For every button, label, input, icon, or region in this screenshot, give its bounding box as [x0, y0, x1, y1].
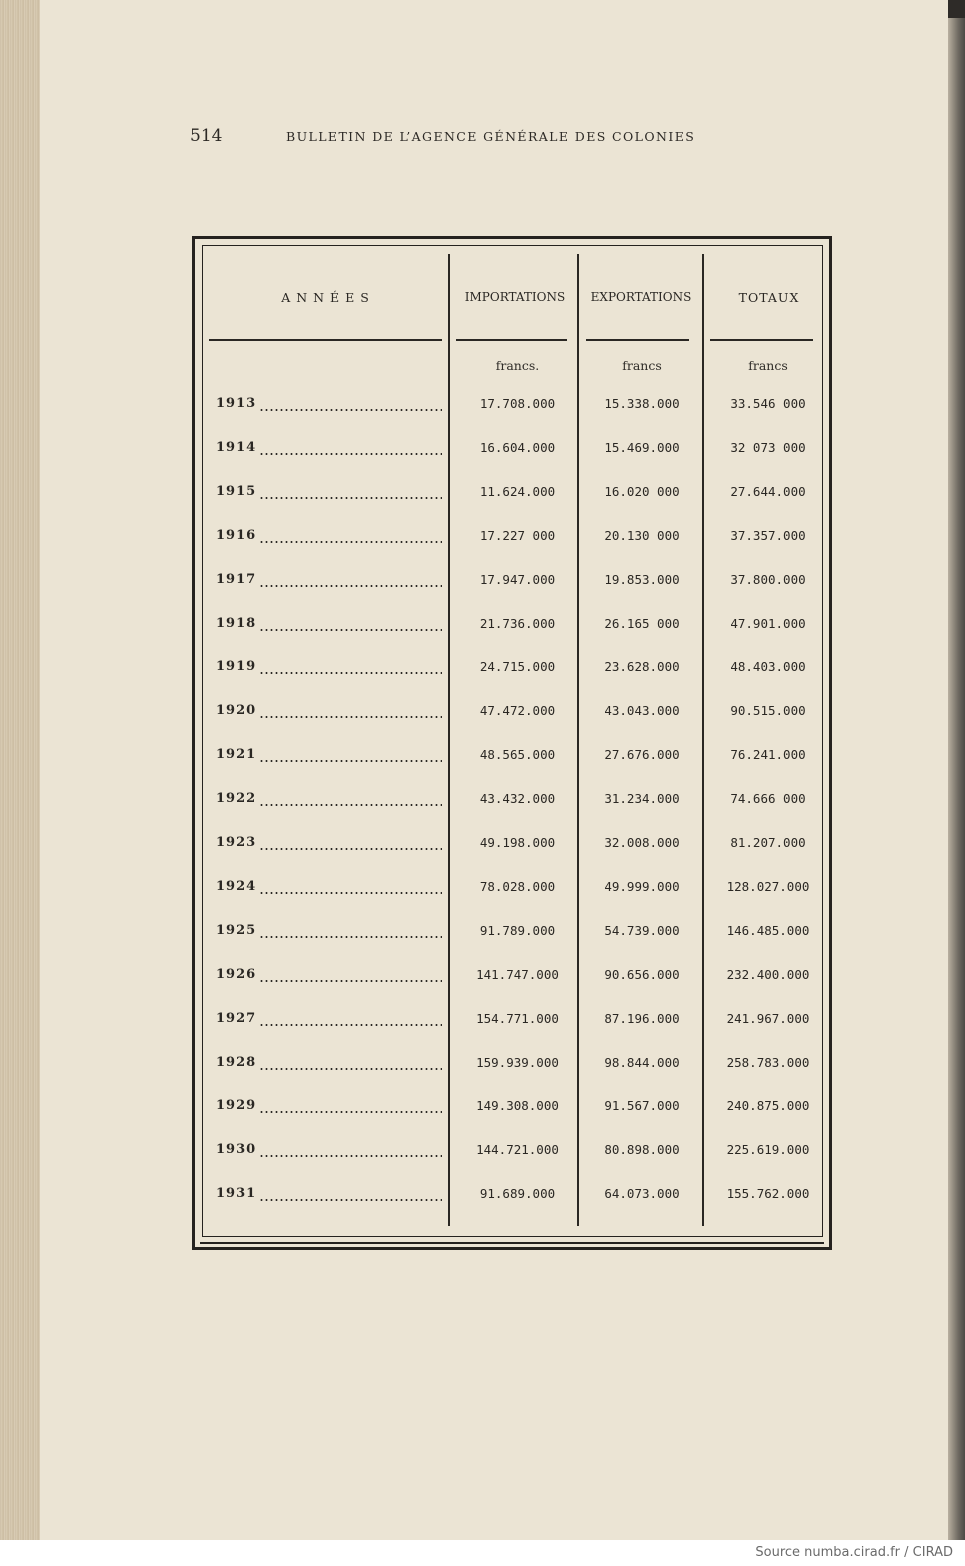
imports-cell: 49.198.000 [479, 835, 556, 850]
table-row [203, 1098, 835, 1122]
exports-cell: 90.656.000 [604, 966, 680, 982]
total-cell: 48.403.000 [730, 659, 806, 675]
dot-leader [259, 936, 442, 938]
imports-cell: 47.472.000 [479, 703, 556, 719]
dot-leader [259, 760, 442, 762]
table-row [203, 528, 835, 552]
running-head [190, 126, 750, 148]
year-cell: 1914 [216, 439, 257, 455]
dot-leader [259, 1155, 442, 1157]
trade-table [192, 236, 832, 1250]
dot-leader [259, 541, 442, 543]
imports-cell: 17.227 000 [479, 527, 556, 543]
table-row [203, 484, 835, 508]
total-cell: 81.207.000 [730, 835, 806, 850]
exports-cell: 87.196.000 [604, 1010, 680, 1026]
dot-leader [259, 585, 442, 587]
dot-leader [259, 892, 442, 894]
imports-cell: 144.721.000 [476, 1142, 559, 1158]
total-cell: 155.762.000 [726, 1186, 810, 1202]
table-row [203, 659, 835, 683]
imports-cell: 21.736.000 [479, 615, 556, 631]
header-exports: EXPORTATIONS [590, 290, 692, 304]
year-cell: 1920 [216, 703, 257, 719]
total-cell: 232.400.000 [726, 966, 810, 982]
table-row [203, 747, 835, 771]
dot-leader [259, 848, 442, 850]
trade-table-body [202, 245, 823, 1237]
exports-cell: 19.853.000 [604, 571, 680, 587]
total-cell: 27.644.000 [730, 483, 806, 499]
year-cell: 1922 [216, 791, 257, 807]
exports-cell: 43.043.000 [604, 703, 680, 719]
exports-cell: 91.567.000 [604, 1098, 680, 1114]
imports-cell: 17.947.000 [479, 571, 556, 587]
imports-cell: 17.708.000 [479, 396, 556, 411]
year-cell: 1913 [216, 396, 257, 411]
imports-cell: 91.789.000 [479, 922, 556, 938]
dot-leader [259, 980, 442, 982]
year-cell: 1929 [216, 1098, 257, 1114]
total-cell: 76.241.000 [730, 747, 806, 763]
dot-leader [259, 453, 442, 455]
year-cell: 1921 [216, 747, 257, 763]
exports-cell: 16.020 000 [604, 483, 680, 499]
table-row [203, 396, 835, 420]
year-cell: 1918 [216, 615, 257, 631]
year-cell: 1919 [216, 659, 257, 675]
dot-leader [259, 1068, 442, 1070]
year-cell: 1924 [216, 878, 257, 894]
total-cell: 258.783.000 [726, 1054, 810, 1070]
dot-leader [259, 672, 442, 674]
year-cell: 1928 [216, 1054, 257, 1070]
header-years: A N N É E S [281, 290, 370, 305]
imports-cell: 149.308.000 [476, 1098, 559, 1114]
exports-cell: 15.338.000 [604, 396, 680, 411]
imports-cell: 24.715.000 [479, 659, 556, 675]
header-rule [456, 339, 567, 341]
year-cell: 1930 [216, 1142, 257, 1158]
exports-cell: 32.008.000 [604, 835, 680, 850]
page-edge-stack [0, 0, 40, 1540]
header-rule [710, 339, 813, 341]
dot-leader [259, 716, 442, 718]
year-cell: 1917 [216, 571, 257, 587]
exports-cell: 23.628.000 [604, 659, 680, 675]
header-imports: IMPORTATIONS [464, 290, 566, 304]
total-cell: 74.666 000 [730, 791, 806, 807]
exports-cell: 54.739.000 [604, 922, 680, 938]
year-cell: 1927 [216, 1010, 257, 1026]
page-number: 514 [190, 126, 223, 146]
table-row [203, 791, 835, 815]
imports-cell: 141.747.000 [476, 966, 559, 982]
spine-shadow [948, 0, 965, 18]
exports-cell: 80.898.000 [604, 1142, 680, 1158]
dot-leader [259, 804, 442, 806]
total-cell: 90.515.000 [730, 703, 806, 719]
exports-cell: 31.234.000 [604, 791, 680, 807]
table-row [203, 967, 835, 991]
year-cell: 1923 [216, 835, 257, 850]
table-row [203, 879, 835, 903]
exports-cell: 20.130 000 [604, 527, 680, 543]
exports-cell: 27.676.000 [604, 747, 680, 763]
table-row [203, 1055, 835, 1079]
book-spine [948, 0, 965, 1540]
source-credit: Source numba.cirad.fr / CIRAD [755, 1545, 953, 1560]
dot-leader [259, 1024, 442, 1026]
total-cell: 33.546 000 [730, 396, 806, 411]
table-row [203, 1186, 835, 1210]
exports-cell: 26.165 000 [604, 615, 680, 631]
imports-cell: 48.565.000 [479, 747, 556, 763]
year-cell: 1925 [216, 922, 257, 938]
dot-leader [259, 1199, 442, 1201]
table-row [203, 572, 835, 596]
imports-cell: 78.028.000 [479, 878, 556, 894]
exports-cell: 49.999.000 [604, 878, 680, 894]
imports-cell: 154.771.000 [476, 1010, 559, 1026]
total-cell: 128.027.000 [726, 878, 810, 894]
total-cell: 37.800.000 [730, 571, 806, 587]
table-row [203, 835, 835, 859]
dot-leader [259, 629, 442, 631]
table-row [203, 923, 835, 947]
header-rule [209, 339, 442, 341]
imports-cell: 91.689.000 [479, 1186, 556, 1202]
total-cell: 37.357.000 [730, 527, 806, 543]
year-cell: 1915 [216, 483, 257, 499]
total-cell: 146.485.000 [726, 922, 810, 938]
bottom-rule [200, 1242, 824, 1244]
table-row [203, 440, 835, 464]
unit-imports: francs. [495, 358, 540, 373]
dot-leader [259, 409, 442, 411]
header-totals: TOTAUX [738, 290, 800, 305]
header-rule [586, 339, 689, 341]
total-cell: 47.901.000 [730, 615, 806, 631]
exports-cell: 15.469.000 [604, 439, 680, 455]
table-row [203, 1142, 835, 1166]
imports-cell: 16.604.000 [479, 439, 556, 455]
total-cell: 240.875.000 [726, 1098, 810, 1114]
total-cell: 241.967.000 [726, 1010, 810, 1026]
total-cell: 32 073 000 [730, 439, 806, 455]
total-cell: 225.619.000 [726, 1142, 810, 1158]
exports-cell: 98.844.000 [604, 1054, 680, 1070]
imports-cell: 43.432.000 [479, 791, 556, 807]
unit-totals: francs [748, 358, 788, 373]
imports-cell: 159.939.000 [476, 1054, 559, 1070]
year-cell: 1916 [216, 527, 257, 543]
dot-leader [259, 497, 442, 499]
exports-cell: 64.073.000 [604, 1186, 680, 1202]
table-row [203, 703, 835, 727]
imports-cell: 11.624.000 [479, 483, 556, 499]
unit-exports: francs [622, 358, 662, 373]
dot-leader [259, 1111, 442, 1113]
table-row [203, 1011, 835, 1035]
year-cell: 1931 [216, 1186, 257, 1202]
year-cell: 1926 [216, 966, 257, 982]
table-row [203, 616, 835, 640]
running-head-title: BULLETIN DE L’AGENCE GÉNÉRALE DES COLONIES [286, 129, 696, 144]
